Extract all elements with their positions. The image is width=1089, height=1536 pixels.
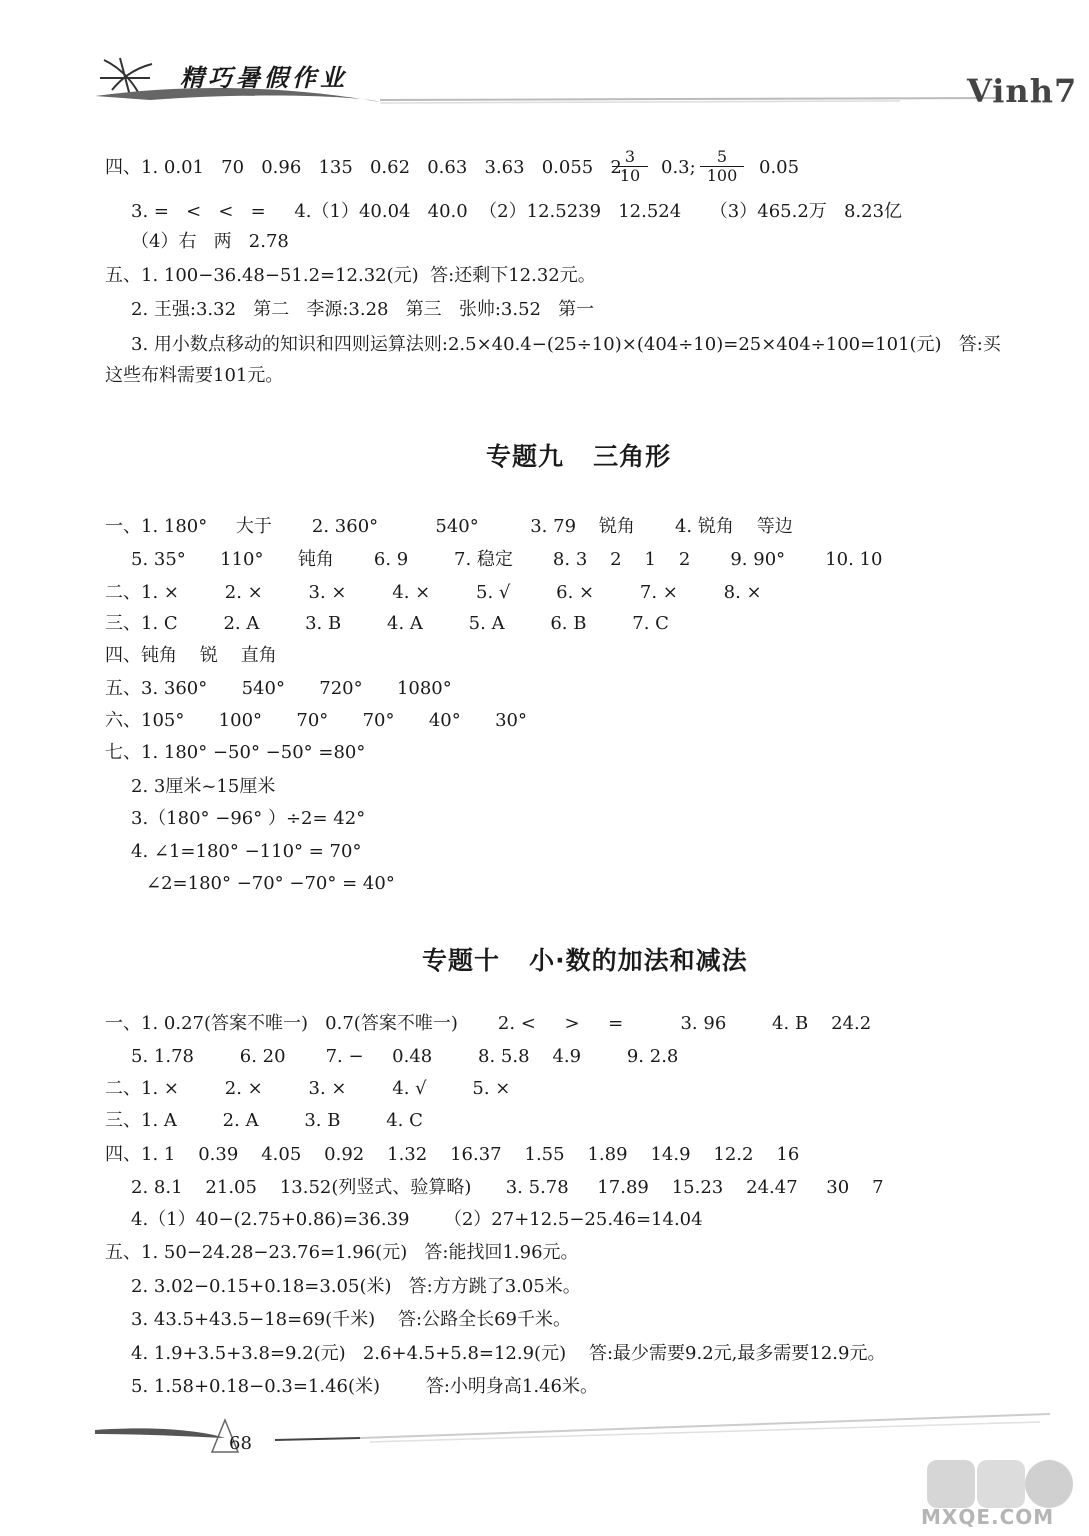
book-title: 精巧暑假作业	[180, 64, 348, 92]
answer-line: 5. 35° 110° 钝角 6. 9 7. 稳定 8. 3 2 1 2 9. 90° 10. 10	[131, 549, 883, 570]
answer-line: 四、1. 0.01 70 0.96 135 0.62 0.63 3.63 0.055 2.	[105, 157, 628, 178]
answer-line: 四、1. 1 0.39 4.05 0.92 1.32 16.37 1.55 1.89 14.9 12.2 16	[105, 1144, 800, 1165]
answer-line: ∠2=180° −70° −70° = 40°	[146, 873, 395, 894]
answer-line: 2. 王强:3.32 第二 李源:3.28 第三 张帅:3.52 第一	[131, 299, 595, 320]
answer-line: 二、1. × 2. × 3. × 4. √ 5. ×	[105, 1078, 511, 1099]
answer-line: 5. 1.78 6. 20 7. − 0.48 8. 5.8 4.9 9. 2.8	[131, 1046, 679, 1067]
answer-line: 4. ∠1=180° −110° = 70°	[131, 841, 362, 862]
answer-line: 这些布料需要101元。	[105, 365, 284, 386]
answer-line: 4.（1）40−(2.75+0.86)=36.39 （2）27+12.5−25.46=14.04	[131, 1209, 703, 1230]
answer-line: 0.05	[759, 157, 800, 178]
answer-line: 2. 8.1 21.05 13.52(列竖式、验算略) 3. 5.78 17.89 15.23 24.47 30 7	[131, 1177, 884, 1198]
answer-line: 六、105° 100° 70° 70° 40° 30°	[105, 710, 527, 731]
answer-line: 三、1. A 2. A 3. B 4. C	[105, 1110, 423, 1131]
page-number: 68	[229, 1433, 252, 1454]
answer-line: 五、3. 360° 540° 720° 1080°	[105, 678, 452, 699]
section-title: 专题十 小·数的加法和减法	[422, 946, 748, 975]
answer-line: 一、1. 180° 大于 2. 360° 540° 3. 79 锐角 4. 锐角 等边	[105, 516, 793, 537]
watermark-text: MXQE.COM	[921, 1505, 1055, 1529]
header-logo: Vinh7	[967, 72, 1078, 110]
header-decoration	[0, 0, 1089, 120]
page-header	[0, 0, 1089, 120]
answer-line: 2. 3.02−0.15+0.18=3.05(米) 答:方方跳了3.05米。	[131, 1276, 581, 1297]
answer-line: 五、1. 100−36.48−51.2=12.32(元) 答:还剩下12.32元。	[105, 265, 596, 286]
answer-line: （4）右 两 2.78	[131, 231, 289, 252]
answer-line: 一、1. 0.27(答案不唯一) 0.7(答案不唯一) 2. < > = 3. 96 4. B 24.2	[105, 1013, 872, 1034]
answer-line: 2. 3厘米~15厘米	[131, 776, 276, 797]
answer-line: 七、1. 180° −50° −50° =80°	[105, 742, 366, 763]
answer-line: 五、1. 50−24.28−23.76=1.96(元) 答:能找回1.96元。	[105, 1242, 579, 1263]
answer-line: 三、1. C 2. A 3. B 4. A 5. A 6. B 7. C	[105, 613, 669, 634]
fraction: $\frac{3}{10}$	[612, 148, 648, 185]
answer-line: 3. = < < = 4.（1）40.04 40.0 （2）12.5239 12.524 （3）465.2万 8.23亿	[131, 201, 903, 222]
answer-line: 4. 1.9+3.5+3.8=9.2(元) 2.6+4.5+5.8=12.9(元) 答:最少需要9.2元,最多需要12.9元。	[131, 1343, 886, 1364]
answer-line: 二、1. × 2. × 3. × 4. × 5. √ 6. × 7. × 8. ×	[105, 582, 762, 603]
answer-line: 3. 43.5+43.5−18=69(千米) 答:公路全长69千米。	[131, 1309, 572, 1330]
fraction: $\frac{5}{100}$	[700, 148, 744, 185]
section-title: 专题九 三角形	[486, 442, 672, 471]
answer-line: 3.（180° −96° ）÷2= 42°	[131, 808, 366, 829]
answer-line: 四、钝角 锐 直角	[105, 645, 277, 666]
answer-line: 5. 1.58+0.18−0.3=1.46(米) 答:小明身高1.46米。	[131, 1376, 598, 1397]
answer-line: 3. 用小数点移动的知识和四则运算法则:2.5×40.4−(25÷10)×(404÷10)=25×404÷100=101(元) 答:买	[131, 334, 1001, 355]
answer-line: 0.3;	[661, 157, 696, 178]
